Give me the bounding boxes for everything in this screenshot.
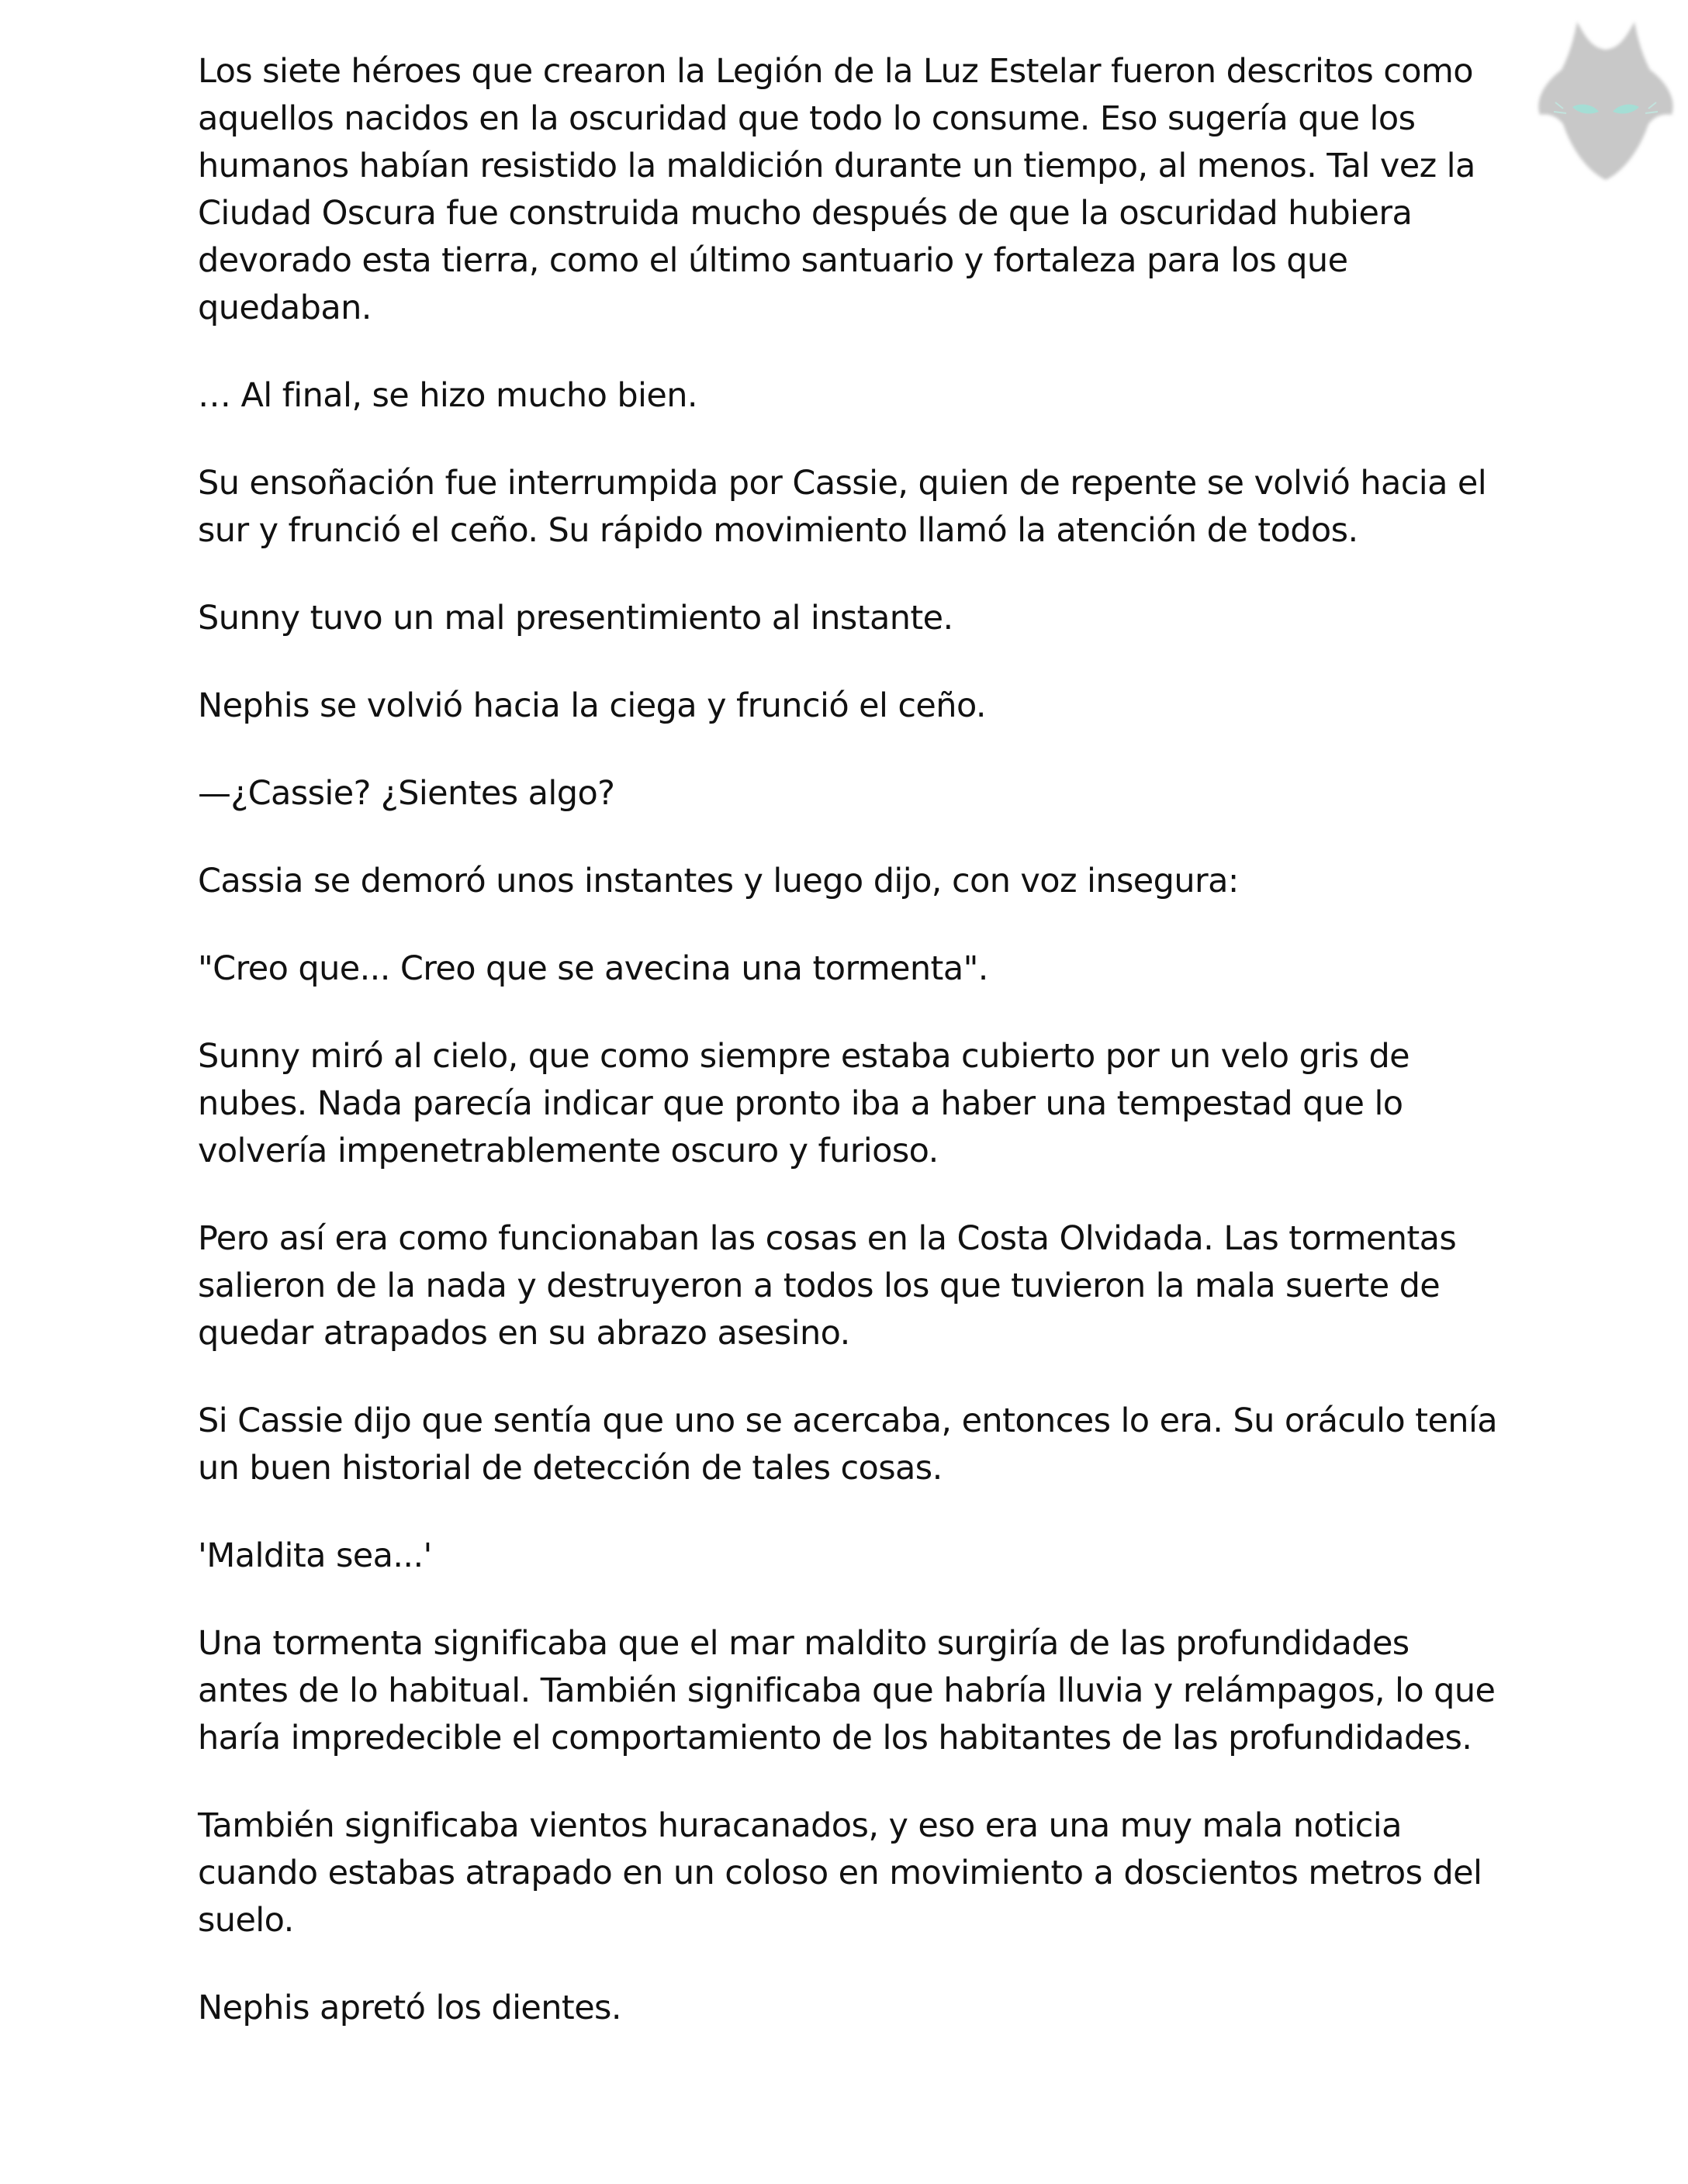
- paragraph: … Al final, se hizo mucho bien.: [198, 376, 697, 415]
- paragraph: Su ensoñación fue interrumpida por Cassie, quien de repente se volvió hacia el sur y frunció el ceño. Su rápido movimiento llamó la atención de todos.: [198, 464, 1487, 550]
- document-body: [198, 48, 1509, 2072]
- paragraph: Sunny tuvo un mal presentimiento al instante.: [198, 599, 953, 638]
- paragraph: Nephis apretó los dientes.: [198, 1989, 621, 2027]
- paragraph: Nephis se volvió hacia la ciega y frunció el ceño.: [198, 686, 986, 725]
- paragraph: "Creo que... Creo que se avecina una tormenta".: [198, 949, 988, 988]
- paragraph: Sunny miró al cielo, que como siempre estaba cubierto por un velo gris de nubes. Nada parecía indicar que pronto iba a haber una tempestad que lo volvería impenetrablemente oscuro y furioso.: [198, 1037, 1410, 1170]
- paragraph: 'Maldita sea...': [198, 1536, 432, 1575]
- paragraph: —¿Cassie? ¿Sientes algo?: [198, 774, 615, 813]
- paragraph: También significaba vientos huracanados, y eso era una muy mala noticia cuando estabas atrapado en un coloso en movimiento a doscientos metros del suelo.: [198, 1806, 1482, 1940]
- paragraph: Los siete héroes que crearon la Legión de la Luz Estelar fueron descritos como aquellos nacidos en la oscuridad que todo lo consume. Eso sugería que los humanos habían resistido la maldición durante un tiempo, al menos. Tal vez la Ciudad Oscura fue construida mucho después de que la oscuridad hubiera devorado esta tierra, como el último santuario y fortaleza para los que quedaban.: [198, 52, 1475, 327]
- paragraph: Cassia se demoró unos instantes y luego dijo, con voz insegura:: [198, 862, 1239, 900]
- paragraph: Una tormenta significaba que el mar maldito surgiría de las profundidades antes de lo habitual. También significaba que habría lluvia y relámpagos, lo que haría impredecible el comportamiento de los habitantes de las profundidades.: [198, 1624, 1496, 1757]
- paragraph: Pero así era como funcionaban las cosas en la Costa Olvidada. Las tormentas salieron de la nada y destruyeron a todos los que tuvieron la mala suerte de quedar atrapados en su abrazo asesino.: [198, 1219, 1457, 1353]
- paragraph: Si Cassie dijo que sentía que uno se acercaba, entonces lo era. Su oráculo tenía un buen historial de detección de tales cosas.: [198, 1401, 1498, 1488]
- horned-demon-logo-icon: [1532, 16, 1679, 186]
